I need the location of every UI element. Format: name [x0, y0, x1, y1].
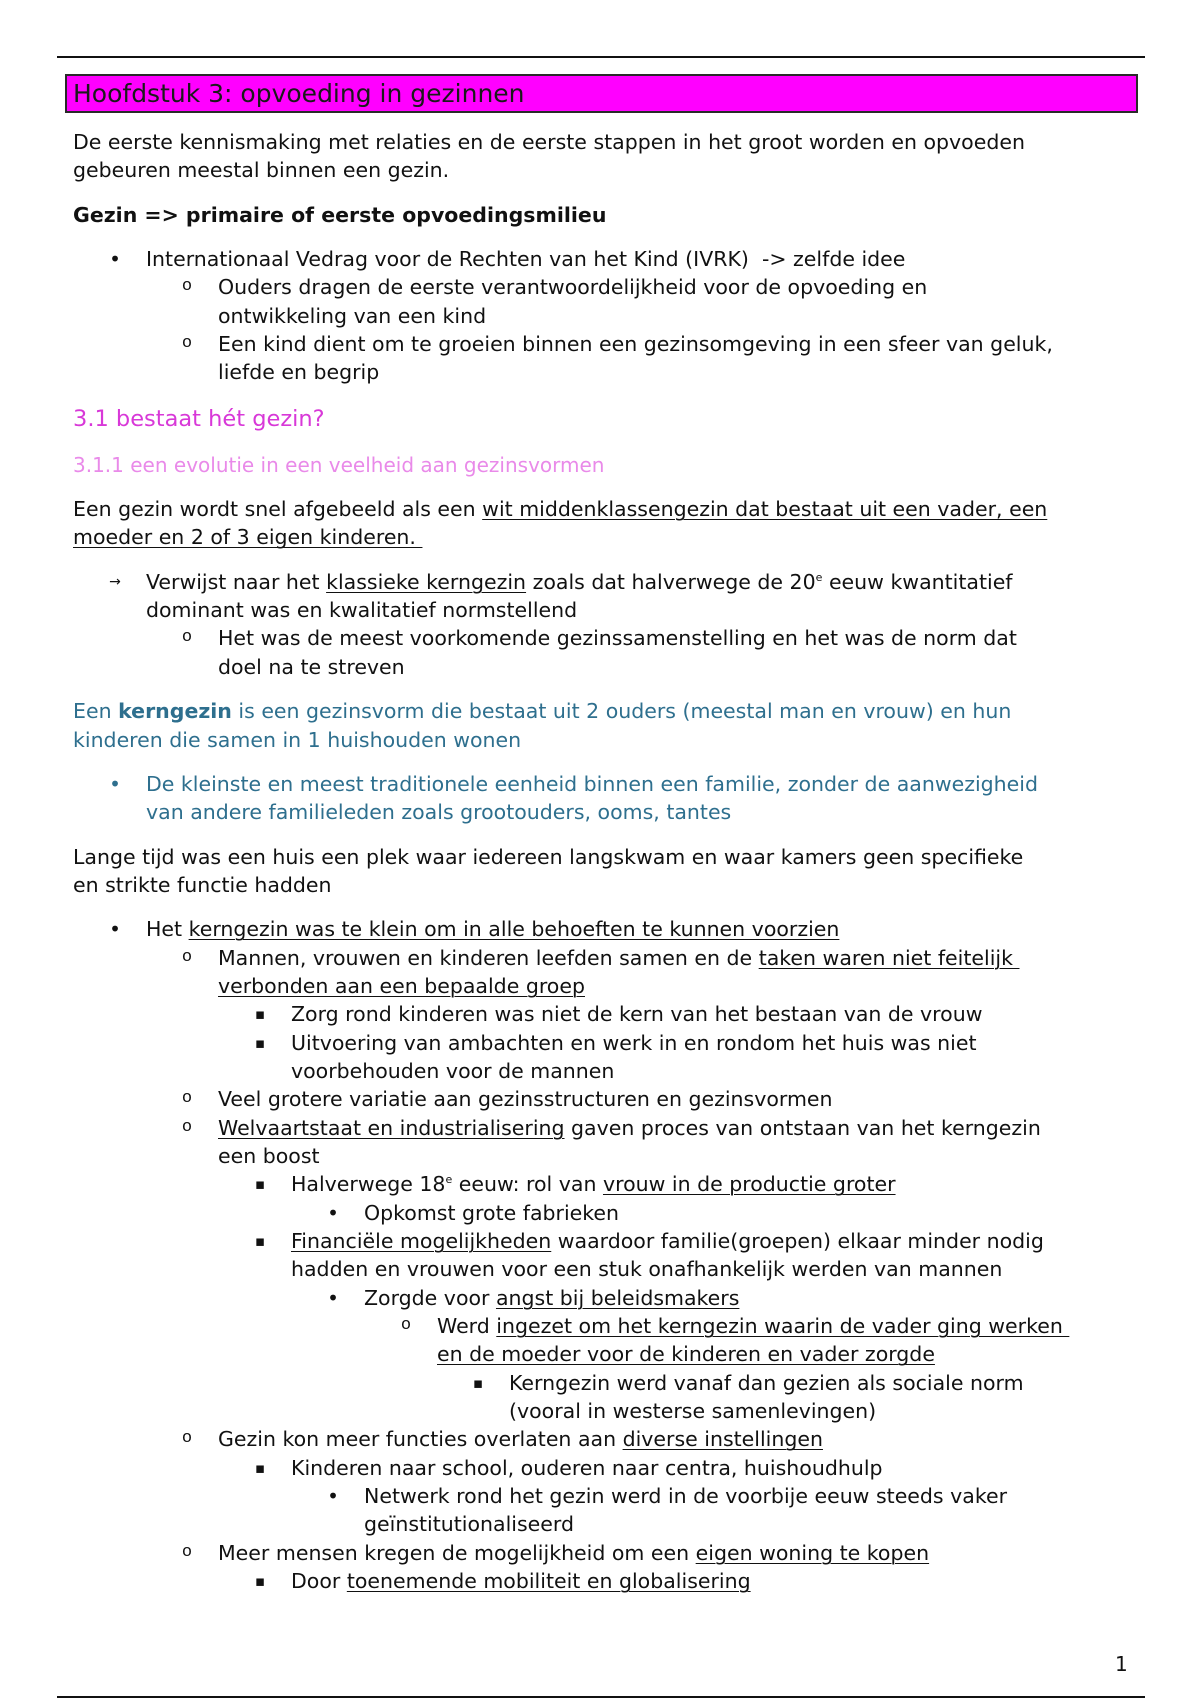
bullet-icon: • [109, 771, 121, 796]
underlined-text: vrouw in de productie groter [602, 1172, 896, 1197]
underlined-text: ingezet om het kerngezin waarin de vader ging werken [496, 1314, 1070, 1339]
list-item [73, 1454, 1143, 1482]
text-line [509, 1369, 1143, 1397]
text-line [218, 972, 1143, 1000]
text-run: Kinderen naar school, ouderen naar centra, huishoudhulp [291, 1455, 883, 1480]
text-run: Internationaal Vedrag voor de Rechten van het Kind (IVRK) -> zelfde idee [146, 247, 906, 272]
text-run: ontwikkeling van een kind [218, 303, 487, 328]
paragraph [73, 697, 1143, 754]
underlined-text: Welvaartstaat en industrialisering [218, 1115, 565, 1140]
bullet-list [73, 245, 1143, 387]
paragraph [73, 128, 1143, 185]
text-line [218, 1539, 1143, 1567]
text-line [291, 1255, 1143, 1283]
text-run: Zorg rond kinderen was niet de kern van het bestaan van de vrouw [291, 1002, 983, 1027]
list-item [73, 1000, 1143, 1028]
text-line [364, 1510, 1143, 1538]
text-line [291, 1567, 1143, 1595]
subsection-heading [73, 451, 1143, 479]
list-item [73, 944, 1143, 1001]
list-item [73, 1227, 1143, 1284]
text-line [218, 273, 1143, 301]
list-item [73, 770, 1143, 827]
text-line [73, 726, 1143, 754]
text-run: geïnstitutionaliseerd [364, 1512, 574, 1537]
list-item [73, 1199, 1143, 1227]
underlined-text: angst bij beleidsmakers [495, 1285, 740, 1310]
text-run: De kleinste en meest traditionele eenheid binnen een familie, zonder de aanwezigheid [146, 771, 1038, 796]
text-run: Een gezin wordt snel afgebeeld als een [73, 497, 483, 522]
circle-bullet-icon: o [181, 947, 193, 967]
text-run: gaven proces van ontstaan van het kerngezin [564, 1115, 1041, 1140]
text-line [146, 770, 1143, 798]
text-line [218, 944, 1143, 972]
bullet-icon: • [109, 917, 121, 942]
paragraph [73, 843, 1143, 900]
bullet-list [73, 915, 1143, 1595]
underlined-text: moeder en 2 of 3 eigen kinderen. [73, 525, 423, 550]
circle-bullet-icon: o [181, 334, 193, 354]
paragraph [73, 201, 1143, 229]
bullet-icon: • [327, 1484, 339, 1509]
text-line [73, 156, 1143, 184]
text-run: gebeuren meestal binnen een gezin. [73, 158, 450, 183]
list-item [73, 245, 1143, 273]
circle-bullet-icon: o [181, 1542, 193, 1562]
underlined-text: taken waren niet feitelijk [758, 945, 1020, 970]
underlined-text: klassieke kerngezin [326, 569, 527, 594]
text-line [146, 798, 1143, 826]
circle-bullet-icon: o [181, 1429, 193, 1449]
text-line [73, 843, 1143, 871]
text-run: Lange tijd was een huis een plek waar iedereen langskwam en waar kamers geen specifieke [73, 844, 1024, 869]
circle-bullet-icon: o [181, 1117, 193, 1137]
bold-text: kerngezin [118, 699, 232, 724]
underlined-text: wit middenklassengezin dat bestaat uit een vader, een [482, 497, 1048, 522]
text-run: Meer mensen kregen de mogelijkheid om een [218, 1540, 696, 1565]
text-line [437, 1312, 1143, 1340]
text-line [291, 1454, 1143, 1482]
underlined-text: diverse instellingen [622, 1427, 823, 1452]
underlined-text: en de moeder voor de kinderen en vader zorgde [437, 1342, 935, 1367]
square-bullet-icon: ▪ [472, 1373, 484, 1392]
text-line [218, 624, 1143, 652]
list-item [73, 1567, 1143, 1595]
underlined-text: Financiële mogelijkheden [291, 1229, 552, 1253]
underlined-text: eigen woning te kopen [695, 1540, 930, 1565]
text-line [437, 1340, 1143, 1368]
text-run: Kerngezin werd vanaf dan gezien als sociale norm [509, 1370, 1024, 1395]
text-line [218, 358, 1143, 386]
text-line [291, 1227, 1143, 1255]
text-run: 3.1.1 een evolutie in een veelheid aan gezinsvormen [73, 452, 605, 477]
text-run: Zorgde voor [364, 1285, 496, 1310]
text-line [218, 653, 1143, 681]
square-bullet-icon: ▪ [254, 1572, 266, 1591]
text-run: eeuw kwantitatief [822, 569, 1013, 594]
text-run: Een kind dient om te groeien binnen een gezinsomgeving in een sfeer van geluk, [218, 332, 1053, 357]
document-body [73, 128, 1143, 1611]
text-line [146, 568, 1143, 596]
text-run: zoals dat halverwege de 20 [526, 569, 816, 594]
text-run: 3.1 bestaat hét gezin? [73, 405, 325, 432]
list-item [73, 1482, 1143, 1539]
arrow-bullet-icon: → [109, 573, 121, 590]
square-bullet-icon: ▪ [254, 1175, 266, 1194]
page-number: 1 [1115, 1652, 1128, 1676]
square-bullet-icon: ▪ [254, 1033, 266, 1052]
list-item [73, 568, 1143, 625]
top-rule [57, 56, 1145, 58]
text-line [73, 697, 1143, 725]
text-line [73, 495, 1143, 523]
text-line [291, 1029, 1143, 1057]
list-item [73, 1284, 1143, 1312]
text-run: een boost [218, 1143, 320, 1168]
text-run: dominant was en kwalitatief normstellend [146, 598, 578, 623]
list-item [73, 1085, 1143, 1113]
text-run: Het was de meest voorkomende gezinssamenstelling en het was de norm dat [218, 626, 1017, 651]
list-item [73, 1369, 1143, 1426]
bullet-icon: • [327, 1200, 339, 1225]
list-item [73, 1425, 1143, 1453]
text-run: Het [146, 917, 189, 942]
text-run: Door [291, 1569, 347, 1594]
text-line [73, 128, 1143, 156]
text-line [146, 245, 1143, 273]
text-run: Werd [437, 1314, 497, 1339]
text-line [291, 1170, 1143, 1198]
text-line [291, 1057, 1143, 1085]
text-run: eeuw: rol van [452, 1172, 603, 1197]
text-line [146, 596, 1143, 624]
text-line [291, 1000, 1143, 1028]
bullet-icon: • [327, 1285, 339, 1310]
square-bullet-icon: ▪ [254, 1458, 266, 1477]
text-line [218, 1142, 1143, 1170]
text-line [218, 1114, 1143, 1142]
circle-bullet-icon: o [181, 628, 193, 648]
paragraph [73, 495, 1143, 552]
text-run: Opkomst grote fabrieken [364, 1200, 620, 1225]
superscript-text: e [445, 1173, 453, 1187]
bottom-rule [57, 1696, 1145, 1698]
text-run: waardoor familie(groepen) elkaar minder nodig [551, 1229, 1044, 1253]
bullet-list [73, 568, 1143, 681]
square-bullet-icon: ▪ [254, 1232, 266, 1250]
text-line [146, 915, 1143, 943]
text-line [73, 523, 1143, 551]
text-line [218, 1085, 1143, 1113]
circle-bullet-icon: o [400, 1316, 412, 1336]
list-item [73, 1029, 1143, 1086]
list-item [73, 273, 1143, 330]
underlined-text: kerngezin was te klein om in alle behoeften te kunnen voorzien [188, 917, 840, 942]
list-item [73, 1170, 1143, 1198]
list-item [73, 1539, 1143, 1567]
list-item [73, 1312, 1143, 1369]
list-item [73, 624, 1143, 681]
text-line [218, 1425, 1143, 1453]
text-line [364, 1482, 1143, 1510]
bold-text: Gezin => primaire of eerste opvoedingsmilieu [73, 202, 607, 227]
text-run: van andere familieleden zoals grootouders, ooms, tantes [146, 800, 732, 825]
square-bullet-icon: ▪ [254, 1005, 266, 1024]
section-heading [73, 403, 1143, 435]
underlined-text: toenemende mobiliteit en globalisering [346, 1569, 751, 1594]
list-item [73, 915, 1143, 943]
text-run: voorbehouden voor de mannen [291, 1058, 615, 1083]
text-line [364, 1199, 1143, 1227]
text-run: Netwerk rond het gezin werd in de voorbije eeuw steeds vaker [364, 1484, 1007, 1509]
text-run: Uitvoering van ambachten en werk in en rondom het huis was niet [291, 1030, 977, 1055]
list-item [73, 330, 1143, 387]
text-run: Veel grotere variatie aan gezinsstructuren en gezinsvormen [218, 1087, 833, 1112]
text-run: is een gezinsvorm die bestaat uit 2 ouders (meestal man en vrouw) en hun [231, 699, 1012, 724]
text-run: (vooral in westerse samenlevingen) [509, 1399, 877, 1424]
text-line [73, 403, 1143, 435]
text-run: Een [73, 699, 119, 724]
text-line [218, 302, 1143, 330]
bullet-icon: • [109, 247, 121, 272]
chapter-heading: Hoofdstuk 3: opvoeding in gezinnen [65, 74, 1138, 113]
text-run: Halverwege 18 [291, 1172, 446, 1197]
text-line [218, 330, 1143, 358]
text-run: doel na te streven [218, 654, 405, 679]
text-line [509, 1397, 1143, 1425]
text-run: Mannen, vrouwen en kinderen leefden samen en de [218, 945, 759, 970]
text-run: kinderen die samen in 1 huishouden wonen [73, 727, 522, 752]
superscript-text: e [815, 570, 823, 584]
text-line [73, 871, 1143, 899]
text-run: Ouders dragen de eerste verantwoordelijkheid voor de opvoeding en [218, 275, 928, 300]
circle-bullet-icon: o [181, 1089, 193, 1109]
list-item [73, 1114, 1143, 1171]
text-run: Verwijst naar het [146, 569, 327, 594]
underlined-text: verbonden aan een bepaalde groep [218, 973, 585, 998]
text-line [364, 1284, 1143, 1312]
text-run: Gezin kon meer functies overlaten aan [218, 1427, 623, 1452]
text-run: en strikte functie hadden [73, 872, 332, 897]
text-run: De eerste kennismaking met relaties en de eerste stappen in het groot worden en opvoeden [73, 130, 1025, 154]
text-line [73, 451, 1143, 479]
bullet-list [73, 770, 1143, 827]
text-line [73, 201, 1143, 229]
text-run: hadden en vrouwen voor een stuk onafhankelijk werden van mannen [291, 1257, 1003, 1282]
text-run: liefde en begrip [218, 360, 380, 385]
circle-bullet-icon: o [181, 277, 193, 297]
